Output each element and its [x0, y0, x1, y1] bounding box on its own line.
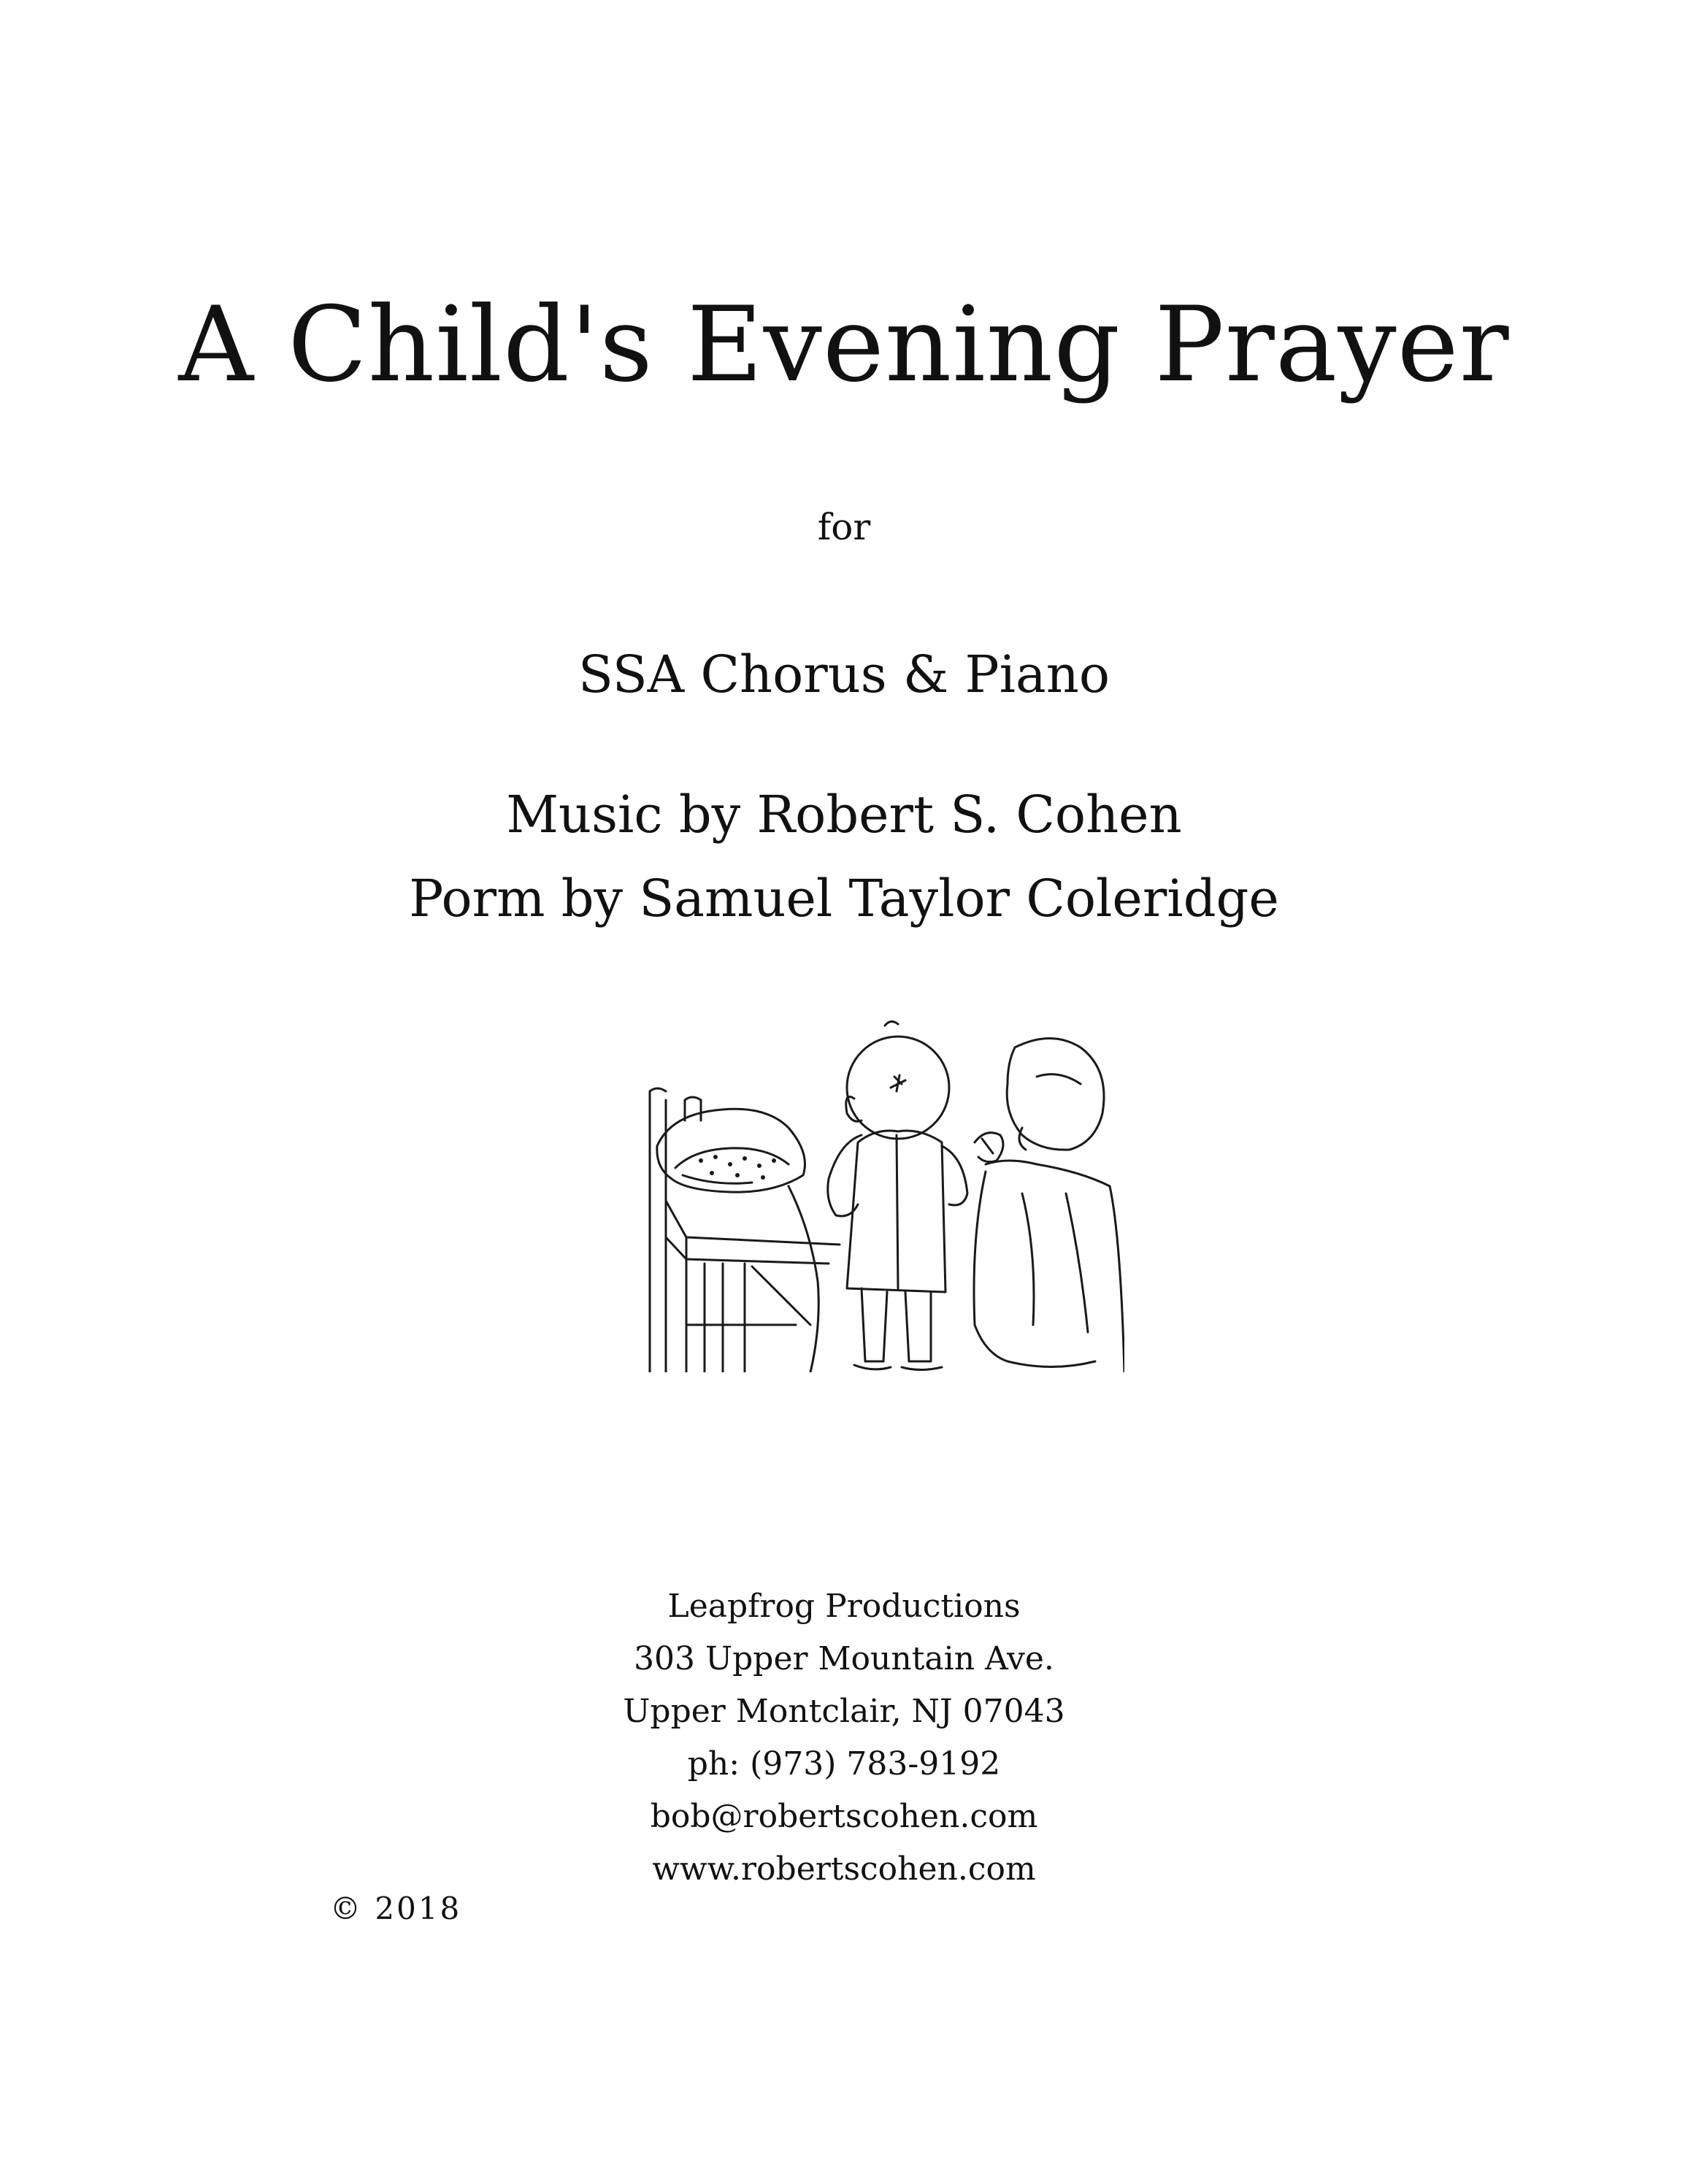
publisher-phone: ph: (973) 783-9192 [687, 1745, 1001, 1783]
ensemble-label: SSA Chorus & Piano [578, 645, 1110, 704]
publisher-street: 303 Upper Mountain Ave. [634, 1640, 1054, 1677]
poem-credit: Porm by Samuel Taylor Coleridge [409, 869, 1279, 928]
publisher-name: Leapfrog Productions [667, 1588, 1021, 1625]
publisher-website: www.robertscohen.com [652, 1850, 1036, 1888]
publisher-email: bob@robertscohen.com [650, 1798, 1038, 1835]
music-credit: Music by Robert S. Cohen [506, 785, 1182, 845]
children-praying-illustration-icon [642, 1018, 1124, 1372]
page-title: A Child's Evening Prayer [178, 285, 1510, 405]
publisher-address [0, 1580, 1688, 1896]
for-label: for [817, 506, 871, 548]
copyright-notice: © 2018 [330, 1891, 462, 1926]
publisher-city: Upper Montclair, NJ 07043 [623, 1693, 1065, 1730]
